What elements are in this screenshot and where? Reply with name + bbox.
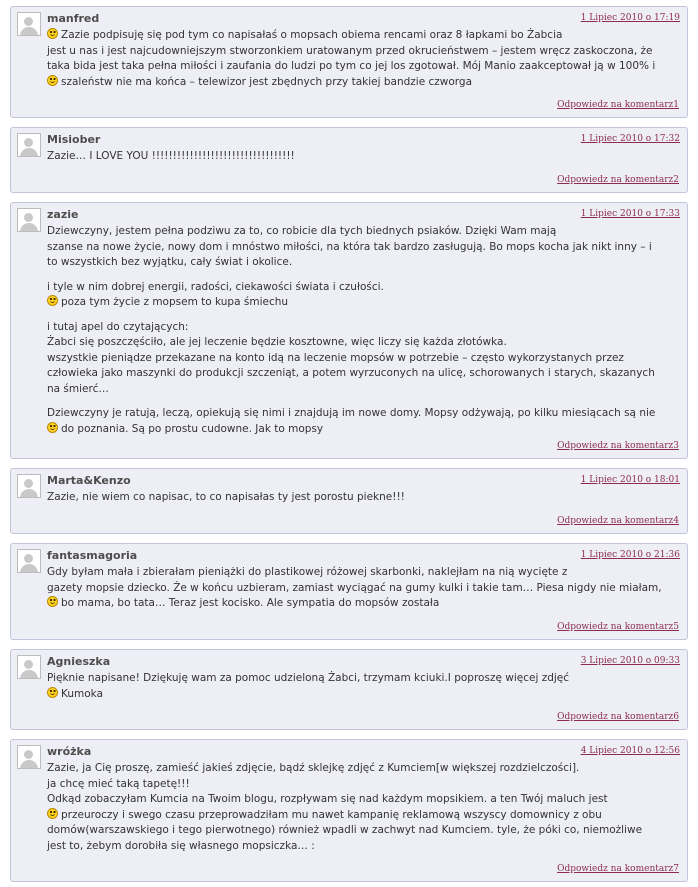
comment <box>10 202 688 459</box>
reply-link[interactable]: Odpowiedz na komentarz2 <box>557 175 679 185</box>
comment-text: Zazie podpisuję się pod tym co napisałaś o mopsach obiema rencami oraz 8 łapkami bo Żabcia <box>61 29 563 41</box>
comment-body <box>47 224 681 437</box>
comment-line <box>47 280 681 296</box>
comment-author: manfred <box>47 12 100 25</box>
comment-line <box>47 75 681 91</box>
comment-body <box>47 149 681 165</box>
comment-text: to wszystkich bez wyjątku, cały świat i okolice. <box>47 256 293 268</box>
comment-text: gazety mopsie dziecko. Że w końcu uzbieram, zamiast wyciągać na gumy kulki i takie tam… Piesa nigdy nie miałam, <box>47 581 662 594</box>
avatar <box>17 133 41 157</box>
comment-text: Kumoka <box>61 687 103 700</box>
comment-line <box>47 335 681 351</box>
comment-line <box>47 761 681 777</box>
comment-date-link[interactable]: 1 Lipiec 2010 o 21:36 <box>580 550 680 560</box>
comment-text: i tutaj apel do czytających: <box>47 320 189 333</box>
comment-line <box>47 596 681 612</box>
comment-body <box>47 671 681 702</box>
comment-date-link[interactable]: 1 Lipiec 2010 o 18:01 <box>580 475 680 485</box>
comment-text: jest u nas i jest najcudowniejszym stworzonkiem uratowanym przed okrucieństwem – jestem wręcz zaskoczona, że <box>47 44 653 57</box>
avatar <box>17 549 41 573</box>
comment-text: domów(warszawskiego i tego pierwotnego) również wpadli w zachwyt nad Kumciem. tyle, że póki co, niemożliwe <box>47 824 643 836</box>
avatar <box>17 474 41 498</box>
comment-line <box>47 224 681 240</box>
comment-author: zazie <box>47 208 79 221</box>
paragraph-gap <box>47 397 681 406</box>
comment-author: wróżka <box>47 745 92 758</box>
comment-text: wszystkie pieniądze przekazane na konto idą na leczenie mopsów w potrzebie – często wykorzystanych przez <box>47 351 624 364</box>
comment-text: Gdy byłam mała i zbierałam pieniążki do plastikowej różowej skarbonki, naklejłam na nią wycięte z <box>47 566 568 578</box>
comment-text: człowieka jako maszynki do produkcji szczeniąt, a potem wyrzuconych na ulicę, schorowanych i starych, skazanych <box>47 367 655 379</box>
comment-author: Marta&Kenzo <box>47 474 131 487</box>
comment-line <box>47 565 681 581</box>
comment-line <box>47 28 681 44</box>
comment-body <box>47 761 681 854</box>
comment-text: jest to, żebym dorobiła się własnego mopsiczka… : <box>47 839 315 852</box>
reply-link[interactable]: Odpowiedz na komentarz7 <box>557 864 679 874</box>
comment-text: szanse na nowe życie, nowy dom i mnóstwo miłości, na która tak bardzo zasługują. Bo mops kocha jak nikt inny – i <box>47 240 652 253</box>
comment-text: Odkąd zobaczyłam Kumcia na Twoim blogu, rozpływam się nad każdym mopsikiem. a ten Twój maluch jest <box>47 793 608 805</box>
comment-text: bo mama, bo tata… Teraz jest kocisko. Ale sympatia do mopsów została <box>61 597 440 609</box>
smiley-icon <box>47 75 58 86</box>
comment-line <box>47 149 681 165</box>
paragraph-gap <box>47 311 681 320</box>
comment-text: i tyle w nim dobrej energii, radości, ciekawości świata i czułości. <box>47 280 384 293</box>
comment-text: ja chcę mieć taką tapetę!!! <box>47 777 190 790</box>
comment-line <box>47 823 681 839</box>
comment-line <box>47 671 681 687</box>
comment <box>10 468 688 534</box>
paragraph-gap <box>47 271 681 280</box>
comment-text: szaleństw nie ma końca – telewizor jest zbędnych przy takiej bandzie czworga <box>61 75 473 88</box>
smiley-icon <box>47 808 58 819</box>
comment-line <box>47 366 681 382</box>
reply-link[interactable]: Odpowiedz na komentarz6 <box>557 712 679 722</box>
comment-line <box>47 777 681 793</box>
comment-text: Dziewczyny, jestem pełna podziwu za to, co robicie dla tych biednych psiaków. Dzięki Wam mają <box>47 225 557 237</box>
comment-line <box>47 490 681 506</box>
comment <box>10 649 688 730</box>
comment-line <box>47 255 681 271</box>
comment-text: Zazie… I LOVE YOU !!!!!!!!!!!!!!!!!!!!!!!!!!!!!!!!!! <box>47 150 295 162</box>
comment-text: Dziewczyny je ratują, leczą, opiekują się nimi i znajdują im nowe domy. Mopsy odżywają, po kilku miesiącach są nie <box>47 407 656 419</box>
comment-text: poza tym życie z mopsem to kupa śmiechu <box>61 296 289 308</box>
comment-line <box>47 808 681 824</box>
comment-line <box>47 792 681 808</box>
smiley-icon <box>47 28 58 39</box>
comment <box>10 739 688 882</box>
comment-date-link[interactable]: 1 Lipiec 2010 o 17:32 <box>580 134 680 144</box>
comment-text: Zazie, ja Cię proszę, zamieść jakieś zdjęcie, bądź sklejkę zdjęć z Kumciem[w większej rozdzielczości]. <box>47 762 580 774</box>
reply-link[interactable]: Odpowiedz na komentarz5 <box>557 622 679 632</box>
comment-body <box>47 28 681 90</box>
comment-date-link[interactable]: 1 Lipiec 2010 o 17:19 <box>580 13 680 23</box>
comment-body <box>47 565 681 612</box>
comment-text: Pięknie napisane! Dziękuję wam za pomoc udzieloną Żabci, trzymam kciuki.I poproszę więcej zdjęć <box>47 672 570 684</box>
comment-date-link[interactable]: 1 Lipiec 2010 o 17:33 <box>580 209 680 219</box>
comment-line <box>47 320 681 336</box>
comment <box>10 6 688 118</box>
reply-link[interactable]: Odpowiedz na komentarz4 <box>557 516 679 526</box>
reply-link[interactable]: Odpowiedz na komentarz1 <box>557 100 679 110</box>
comment-line <box>47 406 681 422</box>
comment-text: do poznania. Są po prostu cudowne. Jak to mopsy <box>61 422 324 435</box>
avatar <box>17 655 41 679</box>
comment <box>10 543 688 640</box>
avatar <box>17 745 41 769</box>
comment-text: Żabci się poszczęściło, ale jej leczenie będzie kosztowne, więc liczy się każda złotówka. <box>47 336 507 348</box>
avatar <box>17 208 41 232</box>
comment-line <box>47 59 681 75</box>
comment-text: na śmierć… <box>47 382 109 395</box>
comment-text: Zazie, nie wiem co napisac, to co napisałas ty jest porostu piekne!!! <box>47 491 405 503</box>
comment-date-link[interactable]: 4 Lipiec 2010 o 12:56 <box>580 746 680 756</box>
comment-line <box>47 839 681 855</box>
smiley-icon <box>47 295 58 306</box>
comment-author: Misiober <box>47 133 101 146</box>
smiley-icon <box>47 596 58 607</box>
comment-line <box>47 44 681 60</box>
smiley-icon <box>47 687 58 698</box>
comment-body <box>47 490 681 506</box>
avatar <box>17 12 41 36</box>
comment-text: taka bida jest taka pełna miłości i zaufania do ludzi po tym co jej los zgotował. Mój Manio zaakceptował ją w 100% i <box>47 60 656 72</box>
comment-text: przeuroczy i swego czasu przeprowadziłam mu nawet kampanię reklamową wszyscy domownicy z obu <box>61 808 602 821</box>
comment-date-link[interactable]: 3 Lipiec 2010 o 09:33 <box>580 656 680 666</box>
comment-line <box>47 422 681 438</box>
comment-line <box>47 351 681 367</box>
comment-line <box>47 581 681 597</box>
comment-line <box>47 240 681 256</box>
comment-author: fantasmagoria <box>47 549 138 562</box>
comment-author: Agnieszka <box>47 655 111 668</box>
comment <box>10 127 688 193</box>
comment-line <box>47 295 681 311</box>
smiley-icon <box>47 422 58 433</box>
comment-line <box>47 687 681 703</box>
comment-line <box>47 382 681 398</box>
reply-link[interactable]: Odpowiedz na komentarz3 <box>557 441 679 451</box>
